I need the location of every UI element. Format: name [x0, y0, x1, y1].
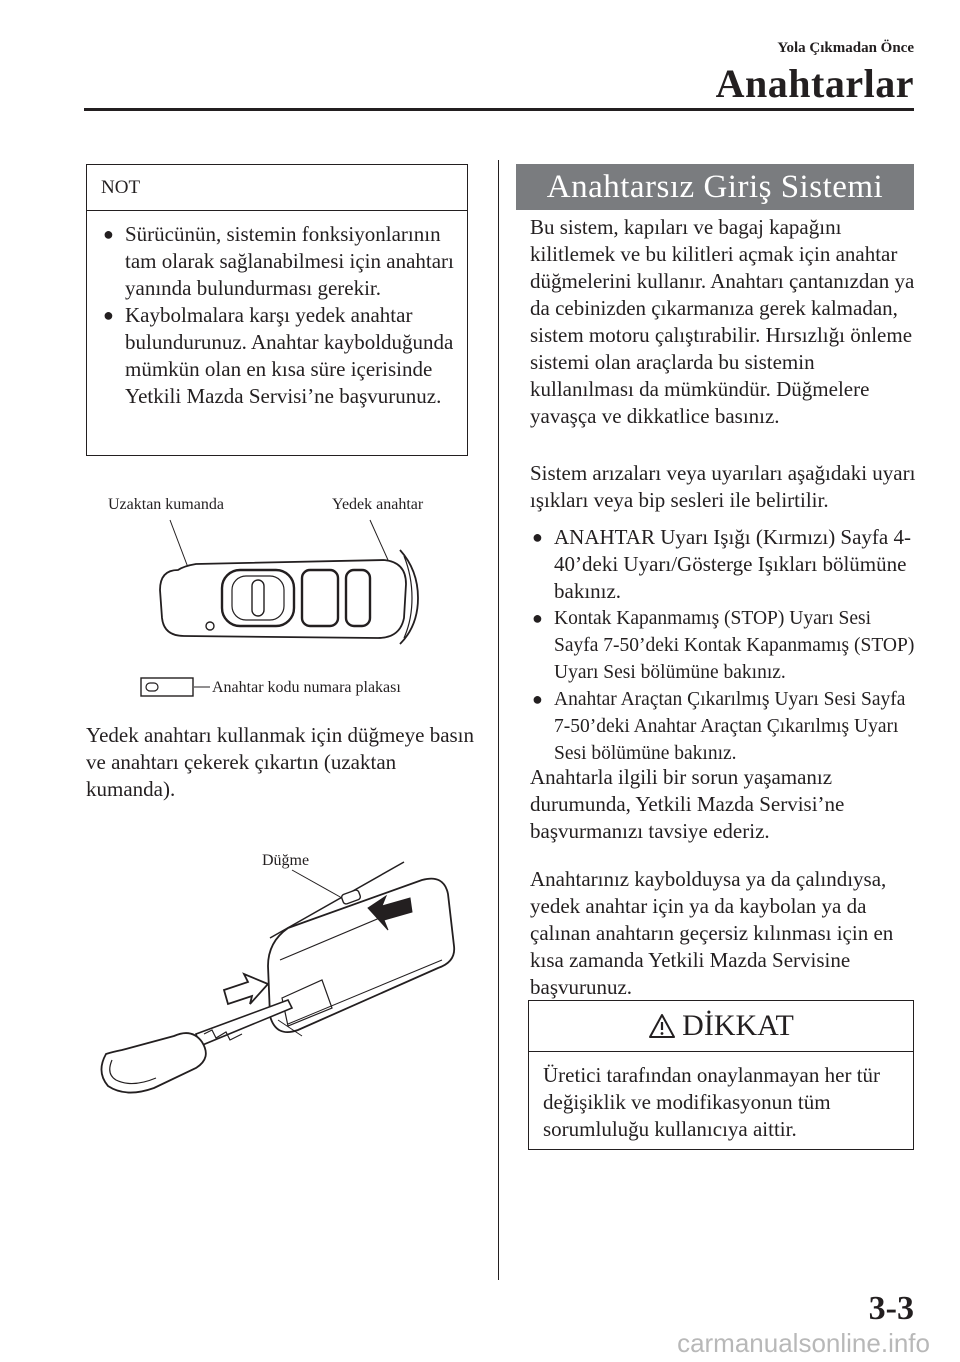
warning-item-text: Anahtar Araçtan Çıkarılmış Uyarı Sesi Sayfa 7-50’deki Anahtar Araçtan Çıkarılmış Uyarı Sesi bölümüne bakınız.: [554, 689, 906, 764]
caution-box: [528, 1000, 914, 1150]
note-item: [101, 221, 457, 302]
note-item: [101, 302, 457, 410]
column-divider: [498, 160, 499, 1280]
page-title: Anahtarlar: [715, 61, 914, 106]
label-code-plate: Anahtar kodu numara plakası: [212, 679, 401, 696]
section-title: Anahtarsız Giriş Sistemi: [516, 164, 914, 210]
label-button: Düğme: [262, 852, 310, 869]
caution-heading: [529, 1001, 913, 1052]
caution-text: Üretici tarafından onaylanmayan her tür değişiklik ve modifikasyonun tüm sorumluluğu kullanıcıya aittir.: [543, 1063, 881, 1141]
note-list: [87, 211, 467, 410]
warning-item: [530, 605, 920, 686]
spare-key-instruction: Yedek anahtarı kullanmak için düğmeye basın ve anahtarı çekerek çıkartın (uzaktan kumanda).: [86, 723, 475, 801]
bullet-icon: ●: [532, 689, 543, 709]
key-fob-illustration: [100, 510, 450, 670]
spare-key-removal-figure: [92, 850, 482, 1130]
warning-intro: Sistem arızaları veya uyarıları aşağıdaki uyarı ışıkları veya bip sesleri ile belirtilir.: [530, 461, 916, 512]
warning-list: [530, 524, 920, 767]
note-item-text: Sürücünün, sistemin fonksiyonlarının tam olarak sağlanabilmesi için anahtarı yanında bulundurması gerekir.: [125, 222, 454, 300]
header-rule: [84, 108, 914, 111]
warning-item-text: ANAHTAR Uyarı Işığı (Kırmızı) Sayfa 4-40’deki Uyarı/Gösterge Işıkları bölümüne bakınız.: [554, 525, 911, 603]
page-number: 3-3: [868, 1290, 914, 1327]
code-plate-icon: [140, 676, 220, 700]
bullet-icon: ●: [532, 608, 543, 628]
key-fob-figure: [100, 490, 450, 700]
note-heading: NOT: [87, 165, 467, 211]
warning-triangle-icon: [648, 1013, 676, 1039]
caution-heading-text: DİKKAT: [682, 1009, 794, 1042]
service-advice: Anahtarla ilgili bir sorun yaşamanız durumunda, Yetkili Mazda Servisi’ne başvurmanızı tavsiye ederiz.: [530, 765, 845, 843]
note-item-text: Kaybolmalara karşı yedek anahtar bulundurunuz. Anahtar kaybolduğunda mümkün olan en kısa süre içerisinde Yetkili Mazda Servisi’ne başvurunuz.: [125, 303, 454, 408]
warning-item-text: Kontak Kapanmamış (STOP) Uyarı Sesi Sayfa 7-50’deki Kontak Kapanmamış (STOP) Uyarı Sesi bölümüne bakınız.: [554, 608, 915, 683]
warning-item: [530, 686, 920, 767]
keyless-description: Bu sistem, kapıları ve bagaj kapağını kilitlemek ve bu kilitleri açmak için anahtar düğmelerini kullanır. Anahtarı çantanızdan ya da cebinizden çıkarmanıza gerek kalmadan, sistem motoru çalıştırabilir. Hırsızlığı önleme sistemi olan araçlarda bu sistemin kullanılması da mümkündür. Düğmelere yavaşça ve dikkatlice basınız.: [530, 215, 915, 428]
bullet-icon: ●: [532, 527, 543, 547]
spare-key-removal-illustration: [92, 850, 482, 1130]
bullet-icon: ●: [103, 224, 114, 244]
label-spare-key: Yedek anahtar: [332, 496, 424, 513]
label-remote: Uzaktan kumanda: [108, 496, 224, 513]
lost-key-advice: Anahtarınız kaybolduysa ya da çalındıysa, yedek anahtar için ya da kaybolan ya da çalınan anahtarın geçersiz kılınması için en kısa zamanda Yetkili Mazda Servisine başvurunuz.: [530, 867, 894, 999]
bullet-icon: ●: [103, 305, 114, 325]
watermark: carmanualsonline.info: [677, 1328, 930, 1358]
chapter-title: Yola Çıkmadan Önce: [777, 40, 914, 56]
warning-item: [530, 524, 920, 605]
note-box: [86, 164, 468, 456]
